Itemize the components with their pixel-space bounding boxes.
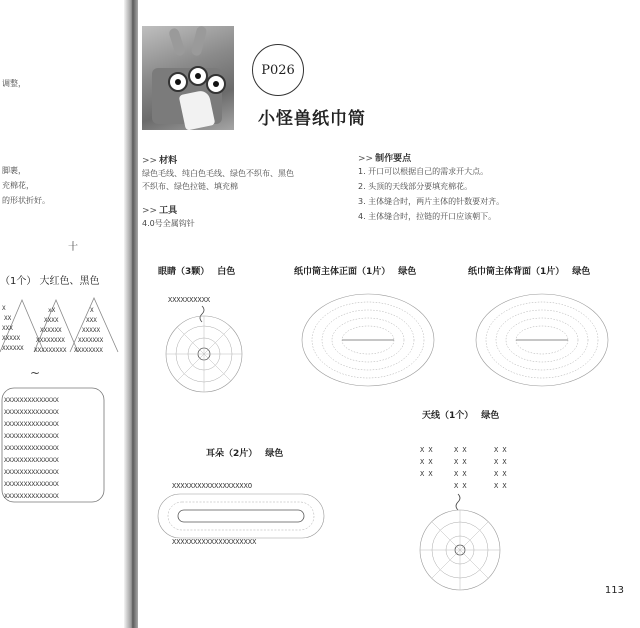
left-fragment-2: 脚裹，	[2, 166, 26, 175]
ears-label: 耳朵（2片） 绿色	[206, 449, 284, 459]
svg-text:X X: X X	[454, 446, 467, 454]
materials-line-2: 不织布、绿色拉链、填充棉	[142, 182, 238, 191]
svg-text:X X: X X	[454, 470, 467, 478]
svg-text:XXXXXXXXXXXXXXXXXXO: XXXXXXXXXXXXXXXXXXO	[172, 482, 253, 490]
materials-text	[142, 167, 294, 193]
svg-text:X X: X X	[420, 446, 433, 454]
svg-text:X X: X X	[494, 482, 507, 490]
svg-text:XXXXXXXXXXXXXX: XXXXXXXXXXXXXX	[4, 432, 59, 440]
eye-crochet-chart	[160, 290, 260, 394]
left-top-marker: 十	[68, 242, 78, 253]
svg-text:XXXXXXXXXXXXXX: XXXXXXXXXXXXXX	[4, 396, 59, 404]
svg-text:XXXXXXXXXXXXXX: XXXXXXXXXXXXXX	[4, 492, 59, 500]
left-fragment-1: 调整，	[2, 79, 26, 88]
svg-text:XXXXX: XXXXX	[82, 327, 101, 334]
left-part-label: （1个） 大红色、黑色	[0, 276, 100, 287]
left-fragment-3: 充棉花，	[2, 181, 34, 190]
svg-text:X: X	[2, 305, 6, 312]
svg-text:XXXXXXXXXXXXXX: XXXXXXXXXXXXXX	[4, 456, 59, 464]
svg-text:X X: X X	[420, 470, 433, 478]
svg-text:XXXXXXX: XXXXXXX	[78, 337, 104, 344]
materials-line-1: 绿色毛线、纯白色毛线、绿色不织布、黑色	[142, 169, 294, 178]
svg-text:XXXXXXXX: XXXXXXXX	[74, 347, 103, 354]
arrow-icon: >>	[142, 206, 158, 216]
svg-text:XXXXXXXXXXXXXX: XXXXXXXXXXXXXX	[4, 408, 59, 416]
left-squiggle: ~	[30, 366, 41, 380]
instruction-step: 4. 主体缝合时，拉链的开口应该朝下。	[358, 212, 497, 221]
svg-text:XXXXXX: XXXXXX	[2, 345, 24, 352]
svg-text:X X: X X	[494, 458, 507, 466]
product-photo	[142, 26, 234, 130]
instructions-list	[358, 164, 504, 224]
svg-text:XXXXXXXXX: XXXXXXXXX	[34, 347, 67, 354]
tools-text: 4.0号全属钩针	[142, 219, 195, 228]
instruction-step: 3. 主体缝合时，两片主体的针数要对齐。	[358, 197, 505, 206]
svg-text:X X: X X	[454, 482, 467, 490]
instructions-heading: >> 制作要点	[358, 154, 412, 164]
svg-text:XXXXX: XXXXX	[2, 335, 21, 342]
svg-text:XXXX: XXXX	[44, 317, 59, 324]
right-page	[138, 0, 640, 628]
svg-text:X X: X X	[494, 446, 507, 454]
svg-text:xX: xX	[48, 307, 56, 314]
left-chart-triangles	[0, 290, 126, 360]
body-back-label: 纸巾筒主体背面（1片） 绿色	[468, 267, 591, 277]
svg-text:X X: X X	[454, 458, 467, 466]
svg-text:XXXXXXXXXXXXXXXXXXXX: XXXXXXXXXXXXXXXXXXXX	[172, 538, 257, 546]
svg-text:X: X	[90, 307, 94, 314]
svg-text:X X: X X	[420, 458, 433, 466]
eyes-label: 眼睛（3颗） 白色	[158, 267, 236, 277]
pattern-number-badge: P026	[252, 44, 304, 96]
svg-text:XXXXXXXXXXXXXX: XXXXXXXXXXXXXX	[4, 444, 59, 452]
antenna-crochet-chart	[414, 440, 524, 596]
left-page	[0, 0, 128, 628]
svg-text:XXXXXXXXXXXXXX: XXXXXXXXXXXXXX	[4, 480, 59, 488]
svg-text:XXX: XXX	[2, 325, 13, 332]
instruction-step: 2. 头顶的天线部分要填充棉花。	[358, 182, 473, 191]
left-chart-block	[0, 386, 108, 506]
svg-text:XXXXXXXX: XXXXXXXX	[36, 337, 65, 344]
body-front-label: 纸巾筒主体正面（1片） 绿色	[294, 267, 417, 277]
svg-text:XX: XX	[4, 315, 12, 322]
svg-text:XXXXXXXXXXXXXX: XXXXXXXXXXXXXX	[4, 468, 59, 476]
page-number: 113	[604, 585, 624, 596]
body-front-crochet-chart	[298, 290, 438, 392]
svg-text:XXXXXXXXXX: XXXXXXXXXX	[168, 296, 211, 304]
svg-text:XXXXXXXXXXXXXX: XXXXXXXXXXXXXX	[4, 420, 59, 428]
svg-text:XXXXXX: XXXXXX	[40, 327, 62, 334]
materials-heading: >> 材料	[142, 156, 178, 166]
body-back-crochet-chart	[472, 290, 612, 392]
left-fragment-4: 的形状折好。	[2, 196, 50, 205]
ear-crochet-chart	[152, 476, 330, 548]
page-title: 小怪兽纸巾筒	[258, 109, 366, 129]
instruction-step: 1. 开口可以根据自己的需求开大点。	[358, 167, 489, 176]
arrow-icon: >>	[142, 156, 158, 166]
svg-text:X X: X X	[494, 470, 507, 478]
arrow-icon: >>	[358, 154, 374, 164]
antenna-label: 天线（1个） 绿色	[422, 411, 500, 421]
tools-heading: >> 工具	[142, 206, 178, 216]
svg-text:XXX: XXX	[86, 317, 97, 324]
